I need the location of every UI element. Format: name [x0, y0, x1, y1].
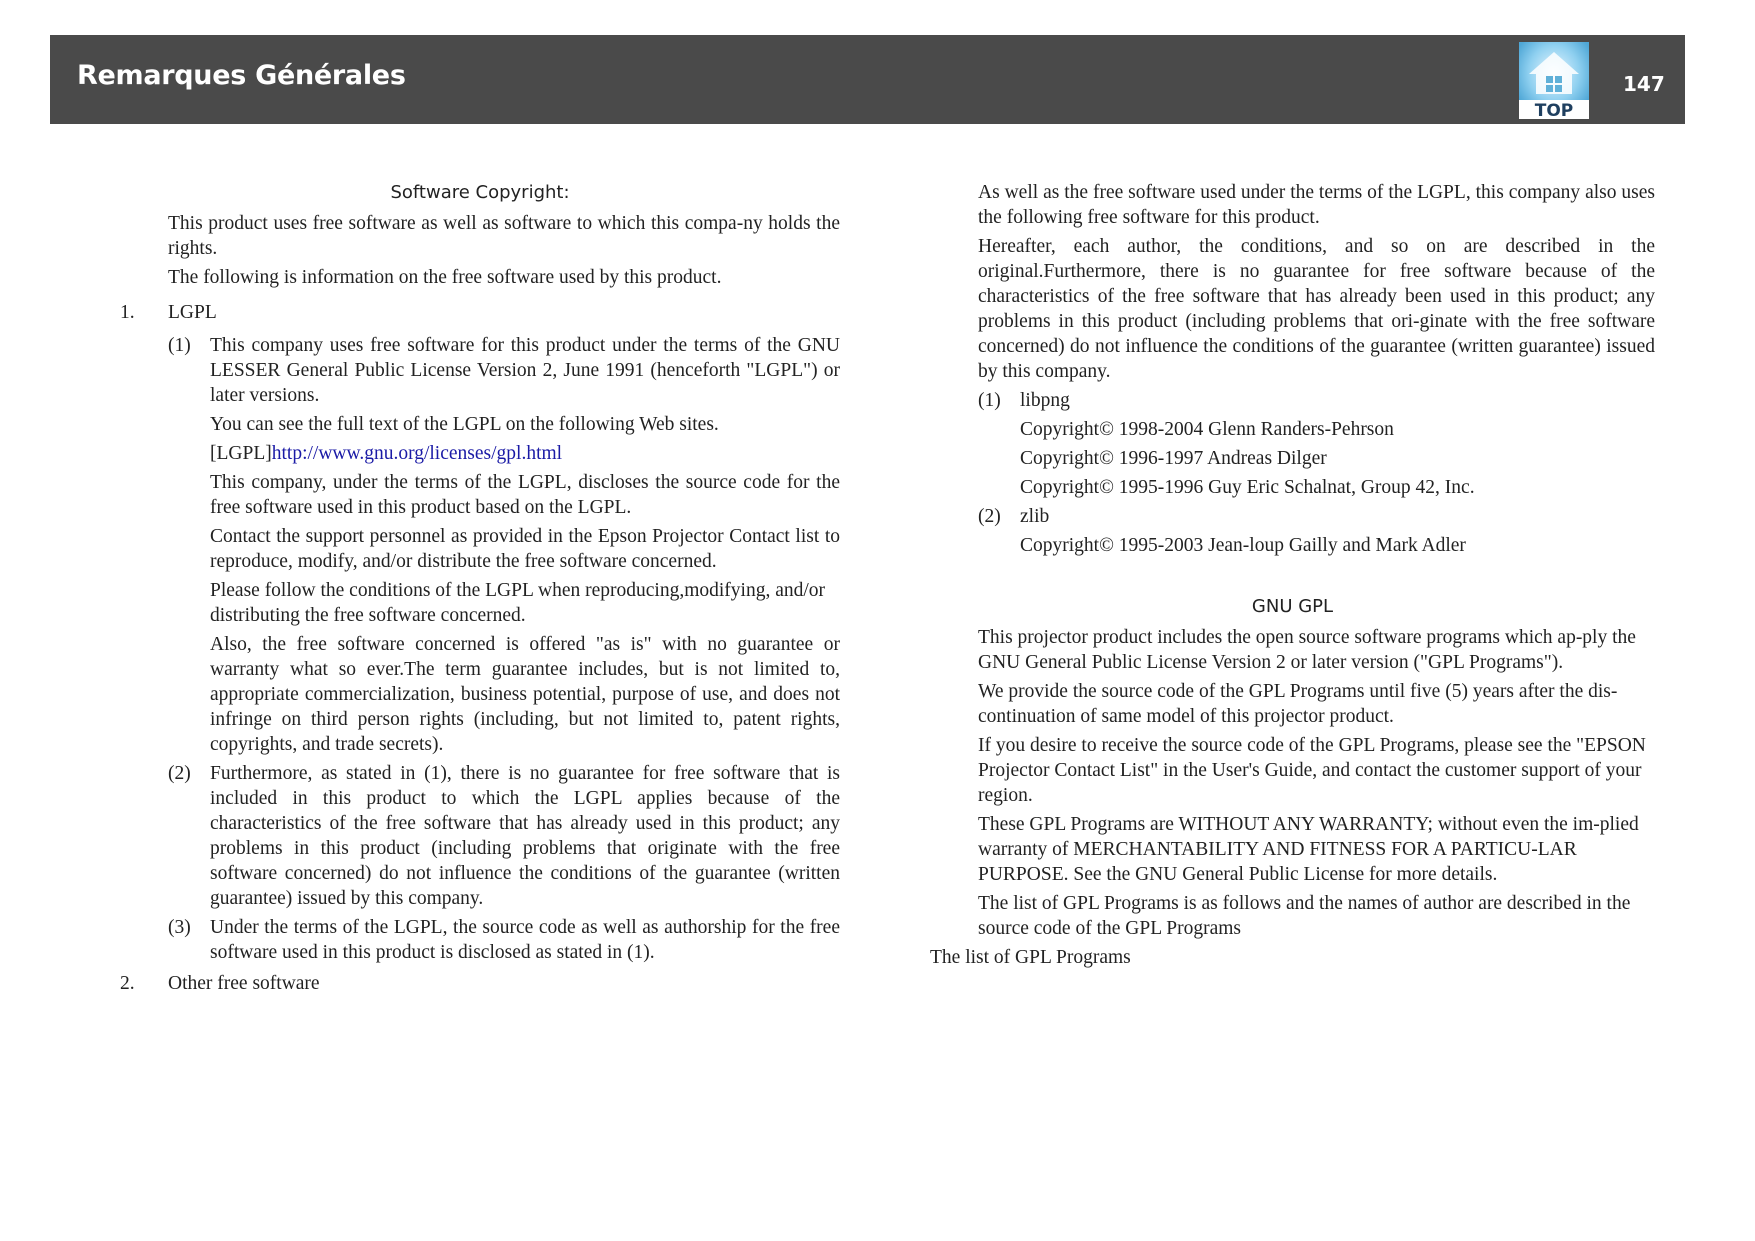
sub-number: (2) [168, 763, 191, 784]
list-label: LGPL [168, 302, 217, 323]
lib-item-libpng [930, 388, 1655, 413]
other-software-intro: As well as the free software used under the terms of the LGPL, this company also uses the following free software for this product. [978, 182, 1655, 228]
libpng-copyright-1: Copyright© 1998-2004 Glenn Randers-Pehrson [1020, 419, 1394, 440]
lgpl-disclosure: This company, under the terms of the LGPL, discloses the source code for the free software used in this product based on the LGPL. [210, 472, 840, 518]
top-label: TOP [1534, 101, 1574, 119]
list-number: 2. [120, 973, 135, 994]
home-icon [1519, 42, 1589, 119]
lgpl-link-line [120, 441, 840, 466]
software-copyright-title: Software Copyright: [390, 182, 570, 203]
right-column [930, 180, 1655, 974]
lib-number: (2) [978, 506, 1001, 527]
page-header [50, 35, 1685, 124]
zlib-copyright: Copyright© 1995-2003 Jean-loup Gailly and Mark Adler [1020, 535, 1466, 556]
page-number: 147 [1623, 72, 1665, 96]
intro-paragraph-1: This product uses free software as well as software to which this compa-ny holds the rights. [168, 213, 840, 259]
libpng-copyright-3: Copyright© 1995-1996 Guy Eric Schalnat, Group 42, Inc. [1020, 477, 1475, 498]
sub-item-3 [120, 915, 840, 965]
libpng-copyright-2: Copyright© 1996-1997 Andreas Dilger [1020, 448, 1327, 469]
sub-text: Furthermore, as stated in (1), there is no guarantee for free software that is included in this product to which the LGPL applies because of the characteristics of the free software that has already used in this product; any problems in this product (including problems that originate with the free software concerned) do not influence the conditions of the guarantee (written guarantee) issued by this company. [210, 763, 840, 909]
page-title: Remarques Générales [77, 60, 406, 91]
lgpl-web-note: You can see the full text of the LGPL on the following Web sites. [210, 414, 719, 435]
support-contact: Contact the support personnel as provided in the Epson Projector Contact list to reproduce, modify, and/or distribute the free software concerned. [210, 526, 840, 572]
sub-number: (3) [168, 917, 191, 938]
as-is-notice: Also, the free software concerned is offered "as is" with no guarantee or warranty what so ever.The term guarantee includes, but is not limited to, appropriate commercialization, business potential, purpose of use, and does not infringe on third person rights (including, but not limited to, patent rights, copyrights, and trade secrets). [210, 634, 840, 755]
lib-number: (1) [978, 390, 1001, 411]
sub-item-2 [120, 761, 840, 911]
gpl-paragraph-1: This projector product includes the open source software programs which ap-ply the GNU General Public License Version 2 or later version ("GPL Programs"). [978, 627, 1636, 673]
left-column [120, 180, 840, 1000]
gpl-paragraph-4: These GPL Programs are WITHOUT ANY WARRANTY; without even the im-plied warranty of MERCHANTABILITY AND FITNESS FOR A PARTICU-LAR PURPOSE. See the GNU General Public License for more details. [978, 814, 1639, 885]
author-conditions: Hereafter, each author, the conditions, and so on are described in the original.Furthermore, there is no guarantee for free software because of the characteristics of the free software that has already been used in this product; any problems in this product (including problems that ori-ginate with the free software concerned) do not influence the conditions of the guarantee (written guarantee) issued by this company. [978, 236, 1655, 382]
lib-item-zlib [930, 504, 1655, 529]
list-item-other [120, 971, 840, 996]
gpl-link[interactable]: http://www.gnu.org/licenses/gpl.html [271, 443, 563, 464]
lib-name: libpng [1020, 390, 1070, 411]
sub-number: (1) [168, 335, 191, 356]
sub-text: This company uses free software for this product under the terms of the GNU LESSER General Public License Version 2, June 1991 (henceforth "LGPL") or later versions. [210, 335, 840, 406]
gnu-gpl-title: GNU GPL [1251, 596, 1334, 617]
sub-item-1 [120, 333, 840, 408]
list-item-lgpl [120, 300, 840, 325]
list-label: Other free software [168, 973, 320, 994]
gpl-paragraph-2: We provide the source code of the GPL Programs until five (5) years after the dis-continuation of same model of this projector product. [978, 681, 1618, 727]
lib-name: zlib [1020, 506, 1050, 527]
gpl-paragraph-3: If you desire to receive the source code of the GPL Programs, please see the "EPSON Projector Contact List" in the User's Guide, and contact the customer support of your region. [978, 735, 1646, 806]
lgpl-conditions: Please follow the conditions of the LGPL when reproducing,modifying, and/or distributing the free software concerned. [210, 580, 826, 626]
top-button[interactable] [1519, 42, 1589, 119]
intro-paragraph-2: The following is information on the free software used by this product. [168, 267, 722, 288]
gpl-paragraph-5: The list of GPL Programs is as follows and the names of author are described in the source code of the GPL Programs [978, 893, 1631, 939]
sub-text: Under the terms of the LGPL, the source code as well as authorship for the free software used in this product is disclosed as stated in (1). [210, 917, 840, 963]
link-prefix: [LGPL] [210, 443, 272, 464]
gpl-list-heading: The list of GPL Programs [930, 947, 1131, 968]
list-number: 1. [120, 302, 135, 323]
